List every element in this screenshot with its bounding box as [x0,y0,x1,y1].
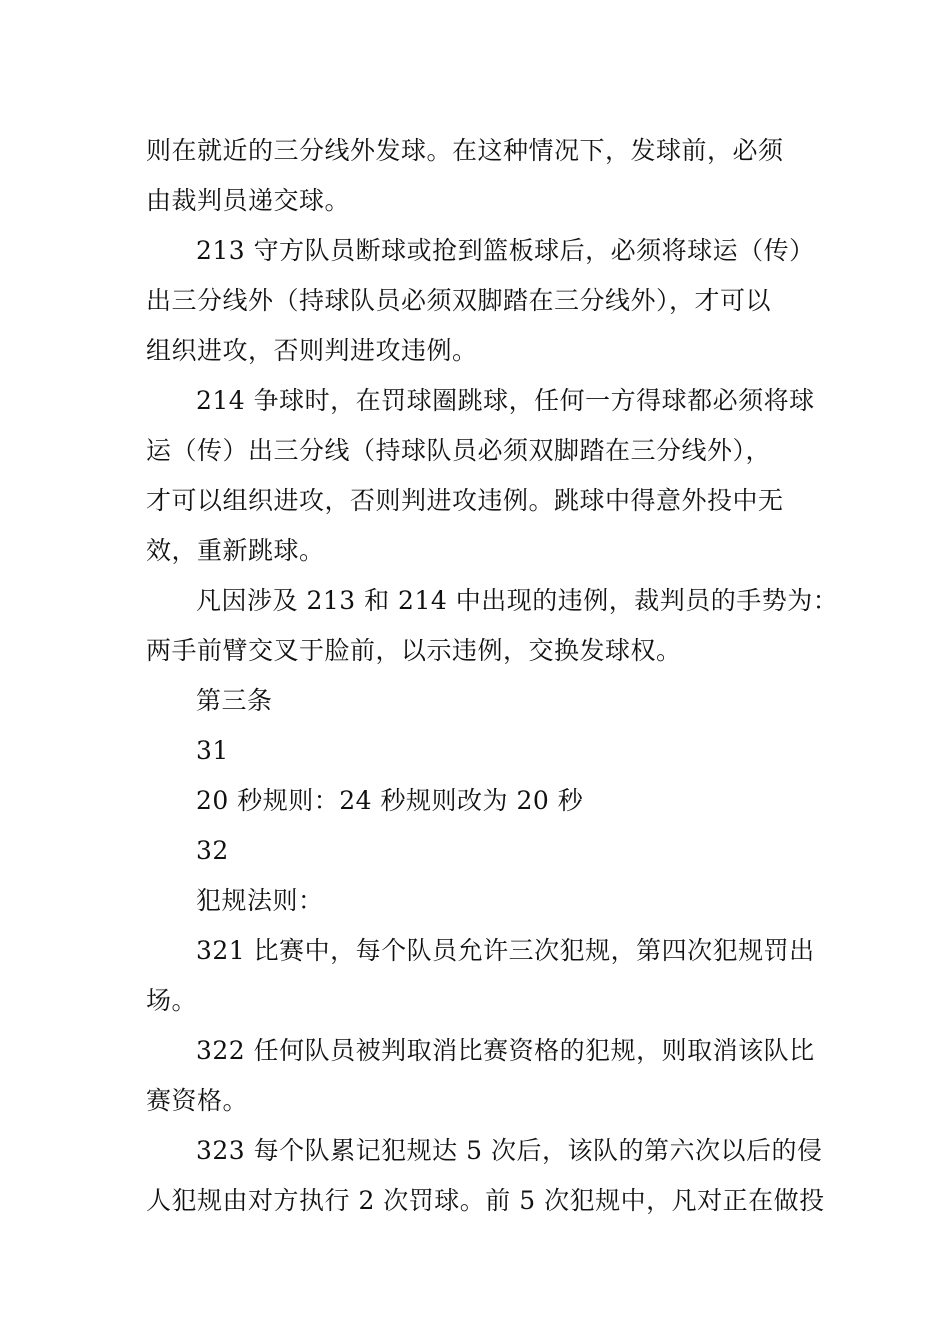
text-line: 才可以组织进攻，否则判进攻违例。跳球中得意外投中无 [146,486,784,515]
text-line: 场。 [146,986,198,1015]
text-line: 321 比赛中，每个队员允许三次犯规，第四次犯规罚出 [196,936,815,965]
text-line: 组织进攻，否则判进攻违例。 [146,336,478,365]
text-line: 则在就近的三分线外发球。在这种情况下，发球前，必须 [146,136,784,165]
text-line: 20 秒规则：24 秒规则改为 20 秒 [196,786,584,815]
text-line: 运（传）出三分线（持球队员必须双脚踏在三分线外）， [146,436,772,465]
text-line: 两手前臂交叉于脸前，以示违例，交换发球权。 [146,636,682,665]
text-line: 出三分线外（持球队员必须双脚踏在三分线外），才可以 [146,286,772,315]
text-line: 凡因涉及 213 和 214 中出现的违例，裁判员的手势为： [196,586,839,615]
section-number: 32 [196,836,229,865]
section-number: 31 [196,736,229,765]
text-line: 效，重新跳球。 [146,536,325,565]
text-line: 323 每个队累记犯规达 5 次后，该队的第六次以后的侵 [196,1136,823,1165]
text-line: 犯规法则： [196,886,324,915]
text-line: 赛资格。 [146,1086,249,1115]
section-heading: 第三条 [196,686,273,715]
text-line: 人犯规由对方执行 2 次罚球。前 5 次犯规中，凡对正在做投 [146,1186,825,1215]
text-line: 214 争球时，在罚球圈跳球，任何一方得球都必须将球 [196,386,815,415]
text-line: 322 任何队员被判取消比赛资格的犯规，则取消该队比 [196,1036,815,1065]
text-line: 由裁判员递交球。 [146,186,351,215]
text-line: 213 守方队员断球或抢到篮板球后，必须将球运（传） [196,236,815,265]
